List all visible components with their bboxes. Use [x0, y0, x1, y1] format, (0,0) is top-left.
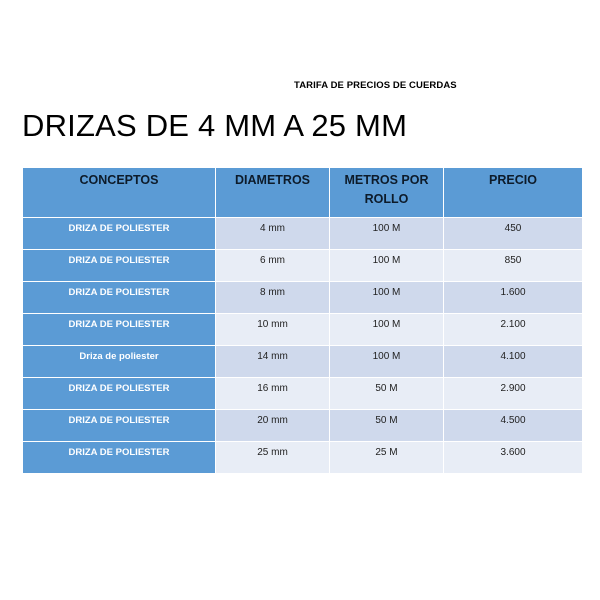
header-metros-por-rollo: METROS POR ROLLO — [330, 168, 444, 218]
cell-precio: 2.900 — [444, 378, 583, 410]
cell-concepto: DRIZA DE POLIESTER — [23, 218, 216, 250]
cell-precio: 4.500 — [444, 410, 583, 442]
cell-diametro: 14 mm — [216, 346, 330, 378]
cell-metros: 100 M — [330, 250, 444, 282]
cell-metros: 100 M — [330, 314, 444, 346]
table-row — [23, 410, 583, 442]
cell-diametro: 20 mm — [216, 410, 330, 442]
price-table — [22, 167, 583, 474]
cell-metros: 100 M — [330, 346, 444, 378]
table-row — [23, 314, 583, 346]
document-title: DRIZAS DE 4 MM A 25 MM — [22, 108, 408, 143]
cell-diametro: 6 mm — [216, 250, 330, 282]
table-row — [23, 218, 583, 250]
table-row — [23, 282, 583, 314]
header-diametros: DIAMETROS — [216, 168, 330, 218]
cell-concepto: Driza de poliester — [23, 346, 216, 378]
cell-precio: 2.100 — [444, 314, 583, 346]
cell-concepto: DRIZA DE POLIESTER — [23, 250, 216, 282]
cell-diametro: 4 mm — [216, 218, 330, 250]
cell-concepto: DRIZA DE POLIESTER — [23, 410, 216, 442]
cell-diametro: 10 mm — [216, 314, 330, 346]
table-row — [23, 346, 583, 378]
cell-precio: 1.600 — [444, 282, 583, 314]
cell-concepto: DRIZA DE POLIESTER — [23, 314, 216, 346]
cell-precio: 850 — [444, 250, 583, 282]
document-subtitle: TARIFA DE PRECIOS DE CUERDAS — [294, 80, 457, 91]
cell-diametro: 16 mm — [216, 378, 330, 410]
table-header-row — [23, 168, 583, 218]
cell-metros: 50 M — [330, 378, 444, 410]
cell-diametro: 8 mm — [216, 282, 330, 314]
cell-concepto: DRIZA DE POLIESTER — [23, 442, 216, 474]
cell-concepto: DRIZA DE POLIESTER — [23, 282, 216, 314]
cell-metros: 100 M — [330, 218, 444, 250]
table-row — [23, 250, 583, 282]
cell-precio: 450 — [444, 218, 583, 250]
table-row — [23, 378, 583, 410]
cell-metros: 100 M — [330, 282, 444, 314]
cell-metros: 25 M — [330, 442, 444, 474]
cell-precio: 3.600 — [444, 442, 583, 474]
header-precio: PRECIO — [444, 168, 583, 218]
cell-concepto: DRIZA DE POLIESTER — [23, 378, 216, 410]
cell-metros: 50 M — [330, 410, 444, 442]
cell-precio: 4.100 — [444, 346, 583, 378]
table-row — [23, 442, 583, 474]
header-conceptos: CONCEPTOS — [23, 168, 216, 218]
cell-diametro: 25 mm — [216, 442, 330, 474]
